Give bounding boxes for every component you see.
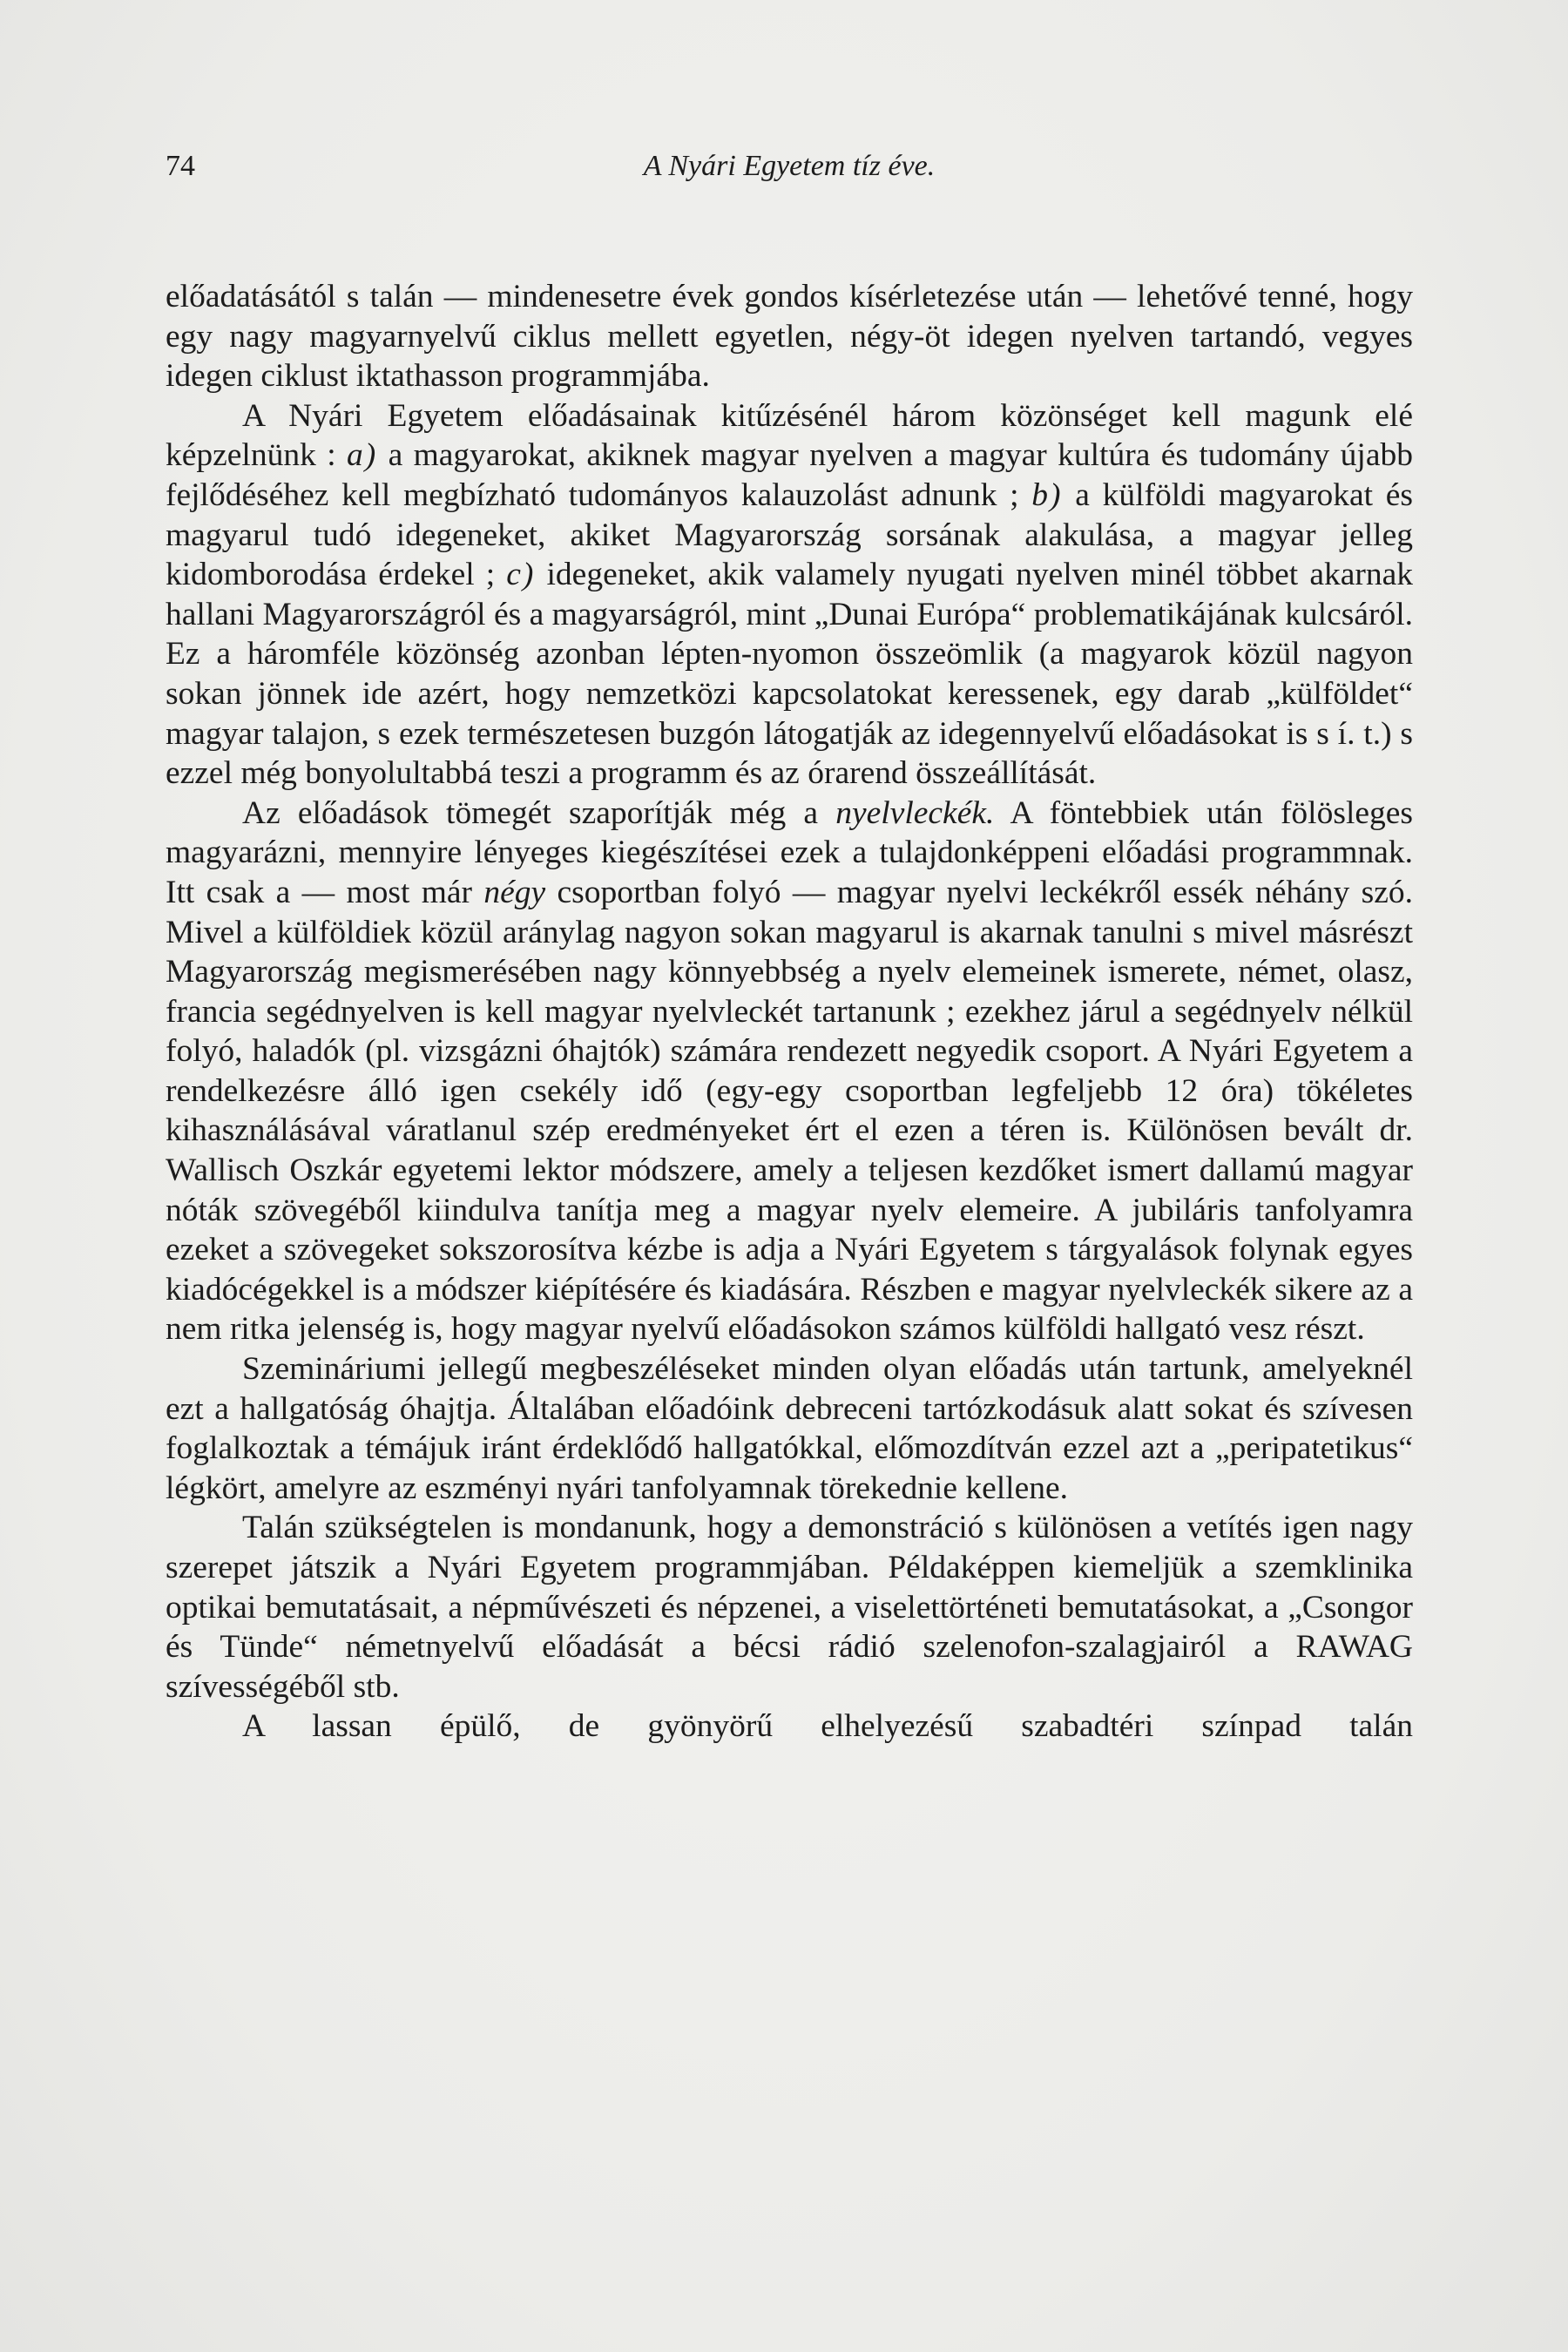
paragraph-text: a magyarokat, akiknek magyar nyelven a magyar kultúra és tudomány újabb fejlődéséhez kell megbízható tudományos kalauzolást adnunk ; [166,437,1413,513]
paragraph-6 [166,1707,1413,1747]
emphasis-text: b) [1031,476,1063,513]
running-title: A Nyári Egyetem tíz éve. [643,150,936,182]
body-text [166,277,1413,1747]
page-header [166,150,1413,193]
paragraph-5 [166,1508,1413,1707]
paragraph-text: Az előadások tömegét szaporítják még a [242,794,836,831]
paragraph-text: A föntebbiek után fölösleges magyarázni, mennyire lényeges kiegészítései ezek a tulajdonképpeni előadási programmnak. Itt csak a — most már [166,794,1413,910]
paragraph-2 [166,396,1413,794]
emphasis-text: négy [483,874,546,910]
paragraph-text: A Nyári Egyetem előadásainak kitűzésénél három közönséget kell magunk elé képzelnünk : [166,397,1413,474]
paragraph-text: idegeneket, akik valamely nyugati nyelven minél többet akarnak hallani Magyarországról és a magyarságról, mint „Dunai Európa“ problematikájának kulcsáról. Ez a háromféle közönség azonban lépten-nyomon összeömlik (a magyarok közül nagyon sokan jönnek ide azért, hogy nemzetközi kapcsolatokat keressenek, egy darab „külföldet“ magyar talajon, s ezek természetesen buzgón látogatják az idegennyelvű előadásokat is s í. t.) s ezzel még bonyolultabbá teszi a programm és az órarend összeállítását. [166,557,1413,792]
paragraph-text: Szemináriumi jellegű megbeszéléseket minden olyan előadás után tartunk, amelyeknél ezt a hallgatóság óhajtja. Általában előadóink debreceni tartózkodásuk alatt sokat és szívesen foglalkoztak a témájuk iránt érdeklődő hallgatókkal, előmozdítván ezzel azt a „peripatetikus“ légkört, amelyre az eszményi nyári tanfolyamnak törekednie kellene. [166,1351,1413,1506]
page-number: 74 [166,150,195,182]
paragraph-text: előadatásától s talán — mindenesetre évek gondos kísérletezése után — lehetővé tenné, hogy egy nagy magyarnyelvű ciklus mellett egyetlen, négy-öt idegen nyelven tartandó, vegyes idegen ciklust iktathasson programmjába. [166,279,1413,395]
paragraph-text: Talán szükségtelen is mondanunk, hogy a demonstráció s különösen a vetítés igen nagy szerepet játszik a Nyári Egyetem programmjában. Példaképpen kiemeljük a szemklinika optikai bemutatásait, a népművészeti és népzenei, a viselettörténeti bemutatásokat, a „Csongor és Tünde“ németnyelvű előadását a bécsi rádió szelenofon-szalagjairól a RAWAG szívességéből stb. [166,1510,1413,1705]
paragraph-text: csoportban folyó — magyar nyelvi leckékről essék néhány szó. Mivel a külföldiek közül aránylag nagyon sokan magyarul is akarnak tanulni s mivel másrészt Magyarország megismerésében nagy könnyebbség a nyelv elemeinek ismerete, német, olasz, francia segédnyelven is kell magyar nyelvleckét tartanunk ; ezekhez járul a segédnyelv nélkül folyó, haladók (pl. vizsgázni óhajtók) számára rendezett negyedik csoport. A Nyári Egyetem a rendelkezésre álló igen csekély idő (egy-egy csoportban legfeljebb 12 óra) tökéletes kihasználásával váratlanul szép eredményeket ért el ezen a téren is. Különösen bevált dr. Wallisch Oszkár egyetemi lektor módszere, amely a teljesen kezdőket ismert dallamú magyar nóták szövegéből kiindulva tanítja meg a magyar nyelv elemeire. A jubiláris tanfolyamra ezeket a szövegeket sokszorosítva kézbe is adja a Nyári Egyetem s tárgyalások folynak egyes kiadócégekkel is a módszer kiépítésére és kiadására. Részben e magyar nyelvleckék sikere az a nem ritka jelenség is, hogy magyar nyelvű előadásokon számos külföldi hallgató vesz részt. [166,874,1413,1348]
emphasis-text: c) [506,557,536,593]
emphasis-text: a) [347,437,378,474]
paragraph-1 [166,277,1413,396]
paragraph-4 [166,1349,1413,1508]
paragraph-text: a külföldi magyarokat és magyarul tudó idegeneket, akiket Magyarország sorsának alakulása, a magyar jelleg kidomborodása érdekel ; [166,476,1413,593]
emphasis-text: nyelvleckék. [835,794,995,831]
paragraph-text: A lassan épülő, de gyönyörű elhelyezésű szabadtéri színpad talán [242,1708,1413,1745]
paragraph-3 [166,794,1413,1349]
